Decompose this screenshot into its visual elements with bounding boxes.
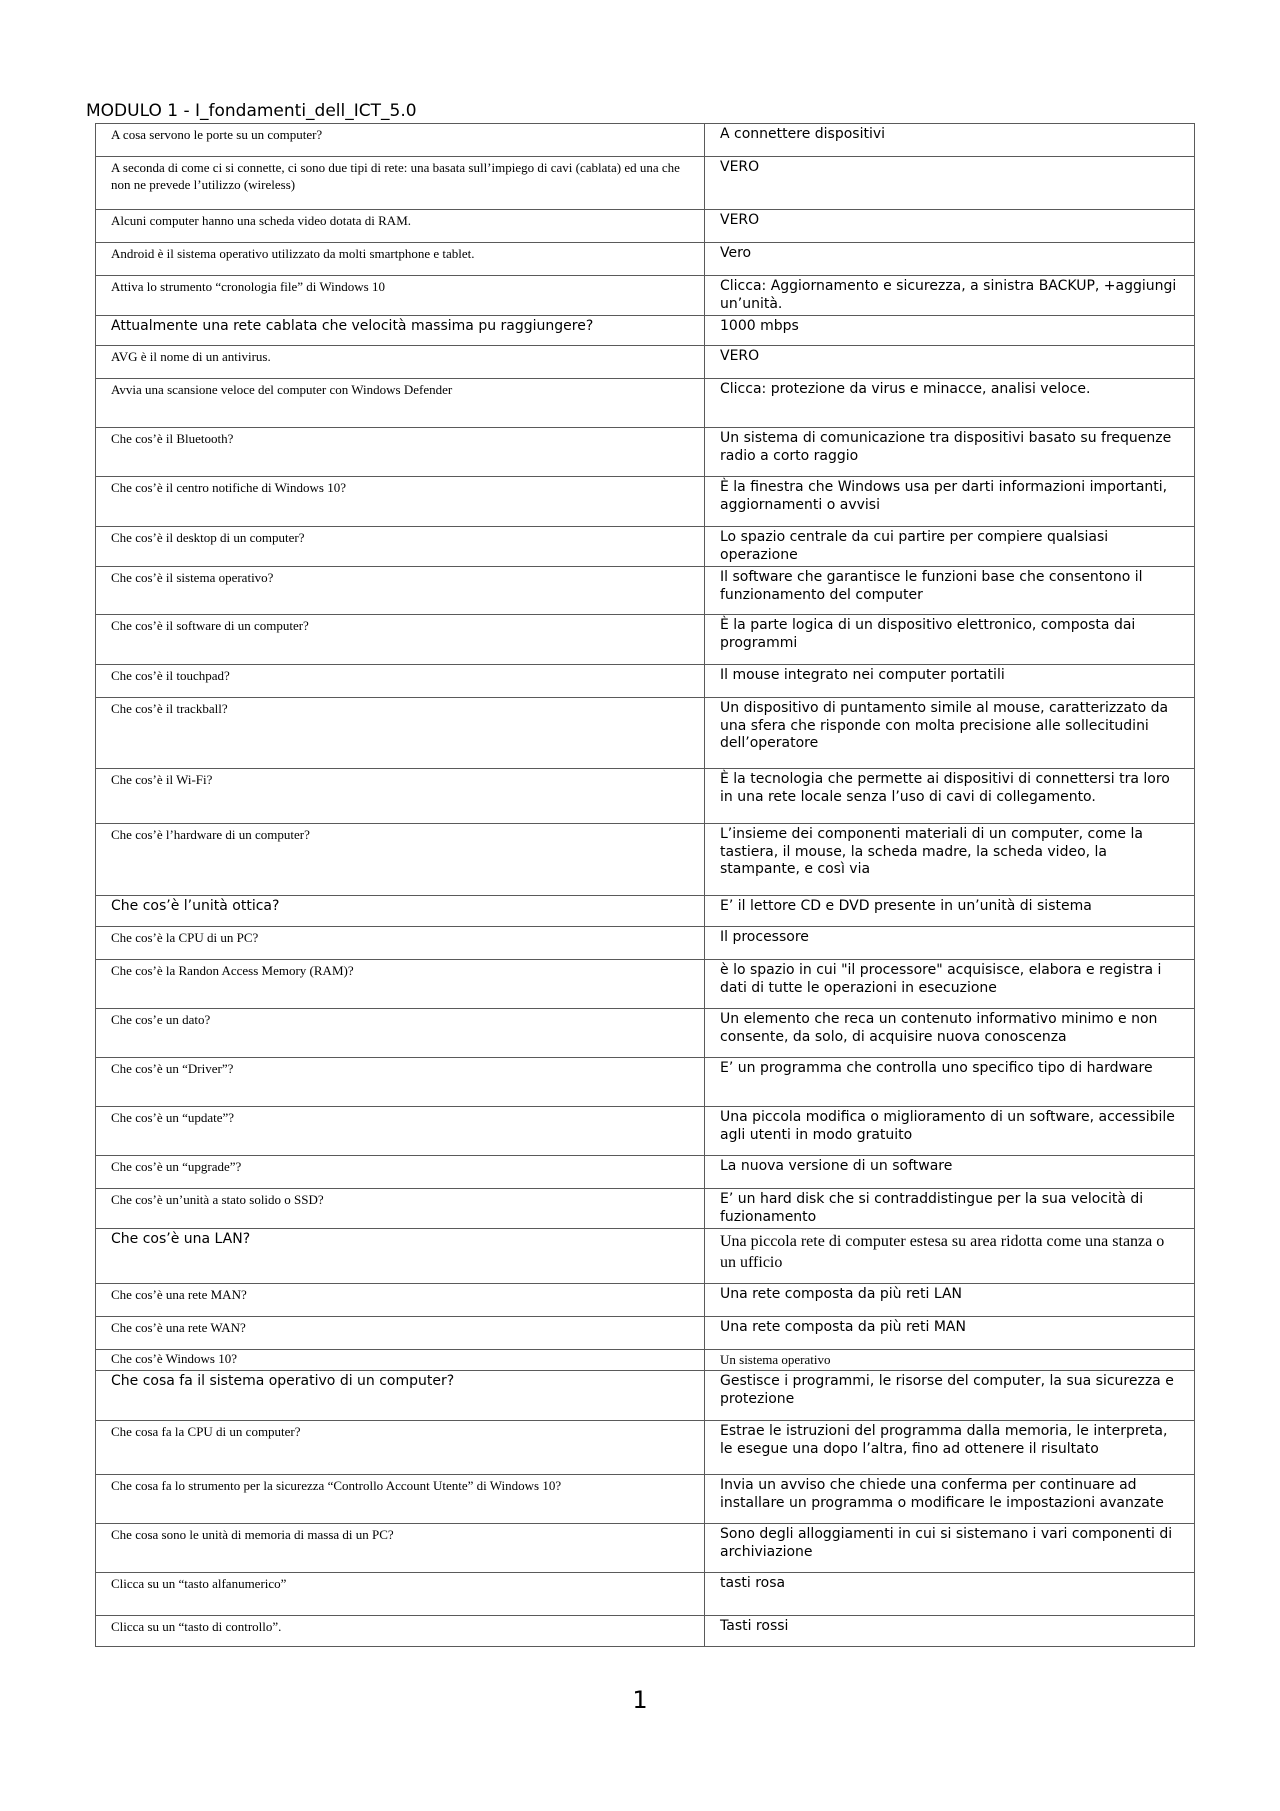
table-row: [96, 1317, 1195, 1350]
answer-cell: Gestisce i programmi, le risorse del computer, la sua sicurezza e protezione: [705, 1371, 1195, 1421]
table-row: [96, 927, 1195, 960]
question-cell: Attiva lo strumento “cronologia file” di Windows 10: [96, 276, 705, 316]
answer-cell: VERO: [705, 346, 1195, 379]
table-row: [96, 316, 1195, 346]
question-cell: Che cos’è un “upgrade”?: [96, 1156, 705, 1189]
question-cell: Che cosa fa il sistema operativo di un computer?: [96, 1371, 705, 1421]
table-row: [96, 1229, 1195, 1284]
answer-cell: Un elemento che reca un contenuto informativo minimo e non consente, da solo, di acquisire nuova conoscenza: [705, 1009, 1195, 1058]
answer-cell: L’insieme dei componenti materiali di un computer, come la tastiera, il mouse, la scheda madre, la scheda video, la stampante, e così via: [705, 824, 1195, 896]
question-cell: Che cos’è un’unità a stato solido o SSD?: [96, 1189, 705, 1229]
answer-cell: E’ il lettore CD e DVD presente in un’unità di sistema: [705, 896, 1195, 927]
question-cell: A seconda di come ci si connette, ci sono due tipi di rete: una basata sull’impiego di cavi (cablata) ed una che non ne prevede l’utilizzo (wireless): [96, 157, 705, 210]
answer-cell: 1000 mbps: [705, 316, 1195, 346]
question-cell: Che cos’è una LAN?: [96, 1229, 705, 1284]
question-cell: Che cos’è un “update”?: [96, 1107, 705, 1156]
question-cell: Che cos’è Windows 10?: [96, 1350, 705, 1371]
question-cell: Che cos’è la CPU di un PC?: [96, 927, 705, 960]
question-cell: Che cos’è il centro notifiche di Windows 10?: [96, 477, 705, 527]
question-cell: Che cos’è l’hardware di un computer?: [96, 824, 705, 896]
answer-cell: È la finestra che Windows usa per darti informazioni importanti, aggiornamenti o avvisi: [705, 477, 1195, 527]
answer-cell: Un sistema operativo: [705, 1350, 1195, 1371]
question-cell: Clicca su un “tasto di controllo”.: [96, 1616, 705, 1647]
table-row: [96, 567, 1195, 615]
answer-cell: VERO: [705, 157, 1195, 210]
table-row: [96, 1421, 1195, 1475]
answer-cell: È la parte logica di un dispositivo elettronico, composta dai programmi: [705, 615, 1195, 665]
question-cell: Alcuni computer hanno una scheda video dotata di RAM.: [96, 210, 705, 243]
table-row: [96, 698, 1195, 769]
table-row: [96, 157, 1195, 210]
table-row: [96, 243, 1195, 276]
question-cell: Che cos’è una rete WAN?: [96, 1317, 705, 1350]
question-cell: Che cos’è il sistema operativo?: [96, 567, 705, 615]
question-cell: Che cosa fa lo strumento per la sicurezza “Controllo Account Utente” di Windows 10?: [96, 1475, 705, 1524]
answer-cell: tasti rosa: [705, 1573, 1195, 1616]
question-cell: Che cos’è il Wi-Fi?: [96, 769, 705, 824]
answer-cell: Sono degli alloggiamenti in cui si sistemano i vari componenti di archiviazione: [705, 1524, 1195, 1573]
table-row: [96, 1009, 1195, 1058]
question-cell: Che cos’è un “Driver”?: [96, 1058, 705, 1107]
table-row: [96, 665, 1195, 698]
answer-cell: Il processore: [705, 927, 1195, 960]
question-cell: Che cos’è il trackball?: [96, 698, 705, 769]
answer-cell: VERO: [705, 210, 1195, 243]
table-row: [96, 276, 1195, 316]
question-cell: Che cos’è una rete MAN?: [96, 1284, 705, 1317]
answer-cell: E’ un hard disk che si contraddistingue per la sua velocità di fuzionamento: [705, 1189, 1195, 1229]
answer-cell: Tasti rossi: [705, 1616, 1195, 1647]
answer-cell: E’ un programma che controlla uno specifico tipo di hardware: [705, 1058, 1195, 1107]
question-cell: Che cos’è il Bluetooth?: [96, 428, 705, 477]
table-row: [96, 824, 1195, 896]
answer-cell: Il mouse integrato nei computer portatili: [705, 665, 1195, 698]
table-row: [96, 1156, 1195, 1189]
table-row: [96, 896, 1195, 927]
table-row: [96, 769, 1195, 824]
table-row: [96, 1616, 1195, 1647]
answer-cell: Estrae le istruzioni del programma dalla memoria, le interpreta, le esegue una dopo l’altra, fino ad ottenere il risultato: [705, 1421, 1195, 1475]
table-row: [96, 210, 1195, 243]
document-title: MODULO 1 - I_fondamenti_dell_ICT_5.0: [86, 101, 417, 121]
answer-cell: Un sistema di comunicazione tra dispositivi basato su frequenze radio a corto raggio: [705, 428, 1195, 477]
table-row: [96, 615, 1195, 665]
answer-cell: Clicca: protezione da virus e minacce, analisi veloce.: [705, 379, 1195, 428]
answer-cell: Una rete composta da più reti MAN: [705, 1317, 1195, 1350]
table-row: [96, 1350, 1195, 1371]
question-cell: Avvia una scansione veloce del computer con Windows Defender: [96, 379, 705, 428]
qa-table: [95, 123, 1195, 1647]
answer-cell: La nuova versione di un software: [705, 1156, 1195, 1189]
table-row: [96, 1058, 1195, 1107]
table-row: [96, 428, 1195, 477]
question-cell: AVG è il nome di un antivirus.: [96, 346, 705, 379]
answer-cell: Lo spazio centrale da cui partire per compiere qualsiasi operazione: [705, 527, 1195, 567]
table-row: [96, 1189, 1195, 1229]
table-row: [96, 1524, 1195, 1573]
question-cell: Che cos’è l’unità ottica?: [96, 896, 705, 927]
table-row: [96, 1573, 1195, 1616]
question-cell: Che cos’è il desktop di un computer?: [96, 527, 705, 567]
table-row: [96, 1475, 1195, 1524]
question-cell: Clicca su un “tasto alfanumerico”: [96, 1573, 705, 1616]
answer-cell: Vero: [705, 243, 1195, 276]
table-row: [96, 477, 1195, 527]
answer-cell: è lo spazio in cui "il processore" acquisisce, elabora e registra i dati di tutte le operazioni in esecuzione: [705, 960, 1195, 1009]
table-row: [96, 1371, 1195, 1421]
question-cell: Che cos’e un dato?: [96, 1009, 705, 1058]
answer-cell: Il software che garantisce le funzioni base che consentono il funzionamento del computer: [705, 567, 1195, 615]
table-row: [96, 346, 1195, 379]
table-row: [96, 960, 1195, 1009]
table-row: [96, 379, 1195, 428]
table-row: [96, 124, 1195, 157]
answer-cell: Invia un avviso che chiede una conferma per continuare ad installare un programma o modificare le impostazioni avanzate: [705, 1475, 1195, 1524]
question-cell: Che cos’è il software di un computer?: [96, 615, 705, 665]
answer-cell: È la tecnologia che permette ai dispositivi di connettersi tra loro in una rete locale senza l’uso di cavi di collegamento.: [705, 769, 1195, 824]
table-row: [96, 1284, 1195, 1317]
answer-cell: Clicca: Aggiornamento e sicurezza, a sinistra BACKUP, +aggiungi un’unità.: [705, 276, 1195, 316]
question-cell: A cosa servono le porte su un computer?: [96, 124, 705, 157]
page-number: 1: [632, 1686, 648, 1714]
table-row: [96, 527, 1195, 567]
question-cell: Attualmente una rete cablata che velocità massima pu raggiungere?: [96, 316, 705, 346]
question-cell: Che cosa sono le unità di memoria di massa di un PC?: [96, 1524, 705, 1573]
question-cell: Che cosa fa la CPU di un computer?: [96, 1421, 705, 1475]
question-cell: Android è il sistema operativo utilizzato da molti smartphone e tablet.: [96, 243, 705, 276]
question-cell: Che cos’è la Randon Access Memory (RAM)?: [96, 960, 705, 1009]
answer-cell: Una rete composta da più reti LAN: [705, 1284, 1195, 1317]
answer-cell: Un dispositivo di puntamento simile al mouse, caratterizzato da una sfera che risponde con molta precisione alle sollecitudini dell’operatore: [705, 698, 1195, 769]
question-cell: Che cos’è il touchpad?: [96, 665, 705, 698]
answer-cell: Una piccola rete di computer estesa su area ridotta come una stanza o un ufficio: [705, 1229, 1195, 1284]
answer-cell: Una piccola modifica o miglioramento di un software, accessibile agli utenti in modo gratuito: [705, 1107, 1195, 1156]
table-row: [96, 1107, 1195, 1156]
answer-cell: A connettere dispositivi: [705, 124, 1195, 157]
